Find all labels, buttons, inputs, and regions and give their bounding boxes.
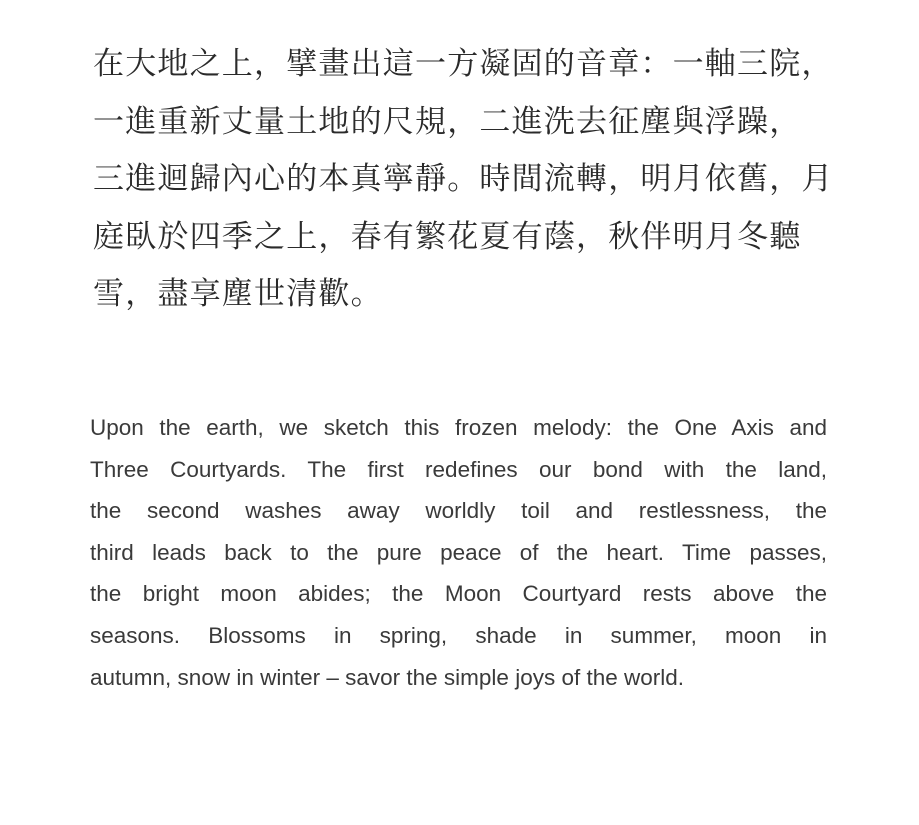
chinese-paragraph <box>93 36 833 324</box>
english-line: Upon the earth, we sketch this frozen melody: the One Axis and <box>90 415 827 440</box>
chinese-line: 三進迴歸內心的本真寧靜。時間流轉，明月依舊，月 <box>93 161 834 197</box>
english-line: seasons. Blossoms in spring, shade in summer, moon in <box>90 622 827 648</box>
chinese-line: 在大地之上，擘畫出這一方凝固的音章：一軸三院， <box>93 46 834 82</box>
chinese-line: 雪，盡享塵世清歡。 <box>93 276 383 312</box>
english-line: the second washes away worldly toil and restlessness, the <box>90 498 827 524</box>
english-line: autumn, snow in winter – savor the simple joys of the world. <box>90 664 685 690</box>
english-line: the bright moon abides; the Moon Courtyard rests above the <box>90 581 827 607</box>
english-line: Three Courtyards. The first redefines our bond with the land, <box>90 456 827 482</box>
chinese-line: 一進重新丈量土地的尺規，二進洗去征塵與浮躁， <box>93 103 802 140</box>
english-paragraph <box>90 407 827 698</box>
english-line: third leads back to the pure peace of the heart. Time passes, <box>90 539 827 565</box>
chinese-line: 庭臥於四季之上，春有繁花夏有蔭，秋伴明月冬聽 <box>93 218 802 255</box>
